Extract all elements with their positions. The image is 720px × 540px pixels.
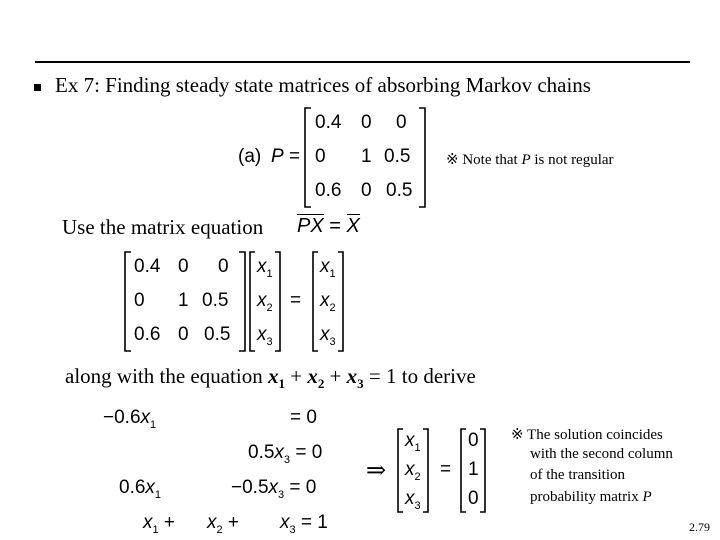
result-vector-entry: $x_1$: [405, 430, 421, 454]
result-value: 0: [468, 488, 479, 509]
title-rule: [35, 61, 690, 63]
matrix-a-cell: 0: [218, 256, 229, 277]
system-eq-4-b: $x_2$ +: [207, 512, 239, 536]
eq2-equals: =: [290, 290, 302, 311]
matrix-p-cell: 0: [396, 112, 407, 133]
matrix-p-cell: 1: [361, 146, 372, 167]
matrix-p-cell: 0.5: [386, 180, 413, 201]
page-number: 2.79: [689, 520, 710, 534]
matrix-p-cell: 0: [315, 146, 326, 167]
note-solution-line: of the transition: [530, 467, 625, 483]
vector-x-entry: $x_1$: [257, 256, 273, 280]
system-eq-2: $0.5x_3 = 0$: [248, 442, 323, 466]
system-eq-3-b: $-0.5x_3 = 0$: [231, 477, 317, 501]
matrix-a-cell: 0.4: [134, 256, 161, 277]
result-vector-entry: $x_2$: [405, 459, 421, 483]
system-eq-3: $0.6x_1$: [119, 477, 162, 501]
vector-rhs-entry: $x_3$: [320, 324, 336, 348]
result-vector-entry: $x_3$: [405, 488, 421, 512]
matrix-p-cell: 0: [361, 180, 372, 201]
matrix-a-cell: 0: [178, 324, 189, 345]
result-equals: =: [440, 459, 452, 480]
matrix-p-cell: 0: [361, 112, 372, 133]
system-eq-1: $-0.6x_1$: [103, 407, 157, 431]
vector-rhs-entry: $x_1$: [320, 256, 336, 280]
matrix-p-cell: 0.6: [315, 180, 342, 201]
matrix-equation: P X = X: [297, 215, 360, 237]
note-not-regular: ※ Note that P is not regular: [446, 152, 614, 168]
result-value: 1: [468, 459, 479, 480]
matrix-a-cell: 0: [178, 256, 189, 277]
along-text: along with the equation $x_1 + x_2 + x_3 = 1$ to derive: [65, 364, 476, 392]
system-eq-1-rhs: = 0: [290, 407, 317, 428]
slide-title: Ex 7: Finding steady state matrices of absorbing Markov chains: [55, 73, 591, 97]
part-a-label: (a): [238, 146, 262, 167]
matrix-a-cell: 0: [134, 290, 145, 311]
note-solution-line: with the second column: [530, 446, 673, 462]
implies-arrow-icon: ⇒: [366, 458, 387, 484]
matrix-a-cell: 0.5: [204, 324, 231, 345]
bullet-icon: [34, 84, 41, 91]
matrix-p-cell: 0.4: [315, 112, 342, 133]
vector-rhs-entry: $x_2$: [320, 290, 336, 314]
note-solution-line: ※ The solution coincides: [511, 427, 663, 443]
note-solution-line: probability matrix P: [530, 489, 652, 505]
matrix-p-cell: 0.5: [384, 146, 411, 167]
matrix-a-cell: 0.5: [202, 290, 229, 311]
system-eq-4: $x_1$ +: [143, 512, 175, 536]
vector-x-entry: $x_3$: [257, 324, 273, 348]
result-value: 0: [468, 430, 479, 451]
matrix-a-cell: 0.6: [134, 324, 161, 345]
use-text: Use the matrix equation: [62, 215, 264, 239]
p-equals: P =: [271, 146, 301, 167]
matrix-a-cell: 1: [178, 290, 189, 311]
vector-x-entry: $x_2$: [257, 290, 273, 314]
system-eq-4-c: $x_3 = 1$: [280, 512, 328, 536]
